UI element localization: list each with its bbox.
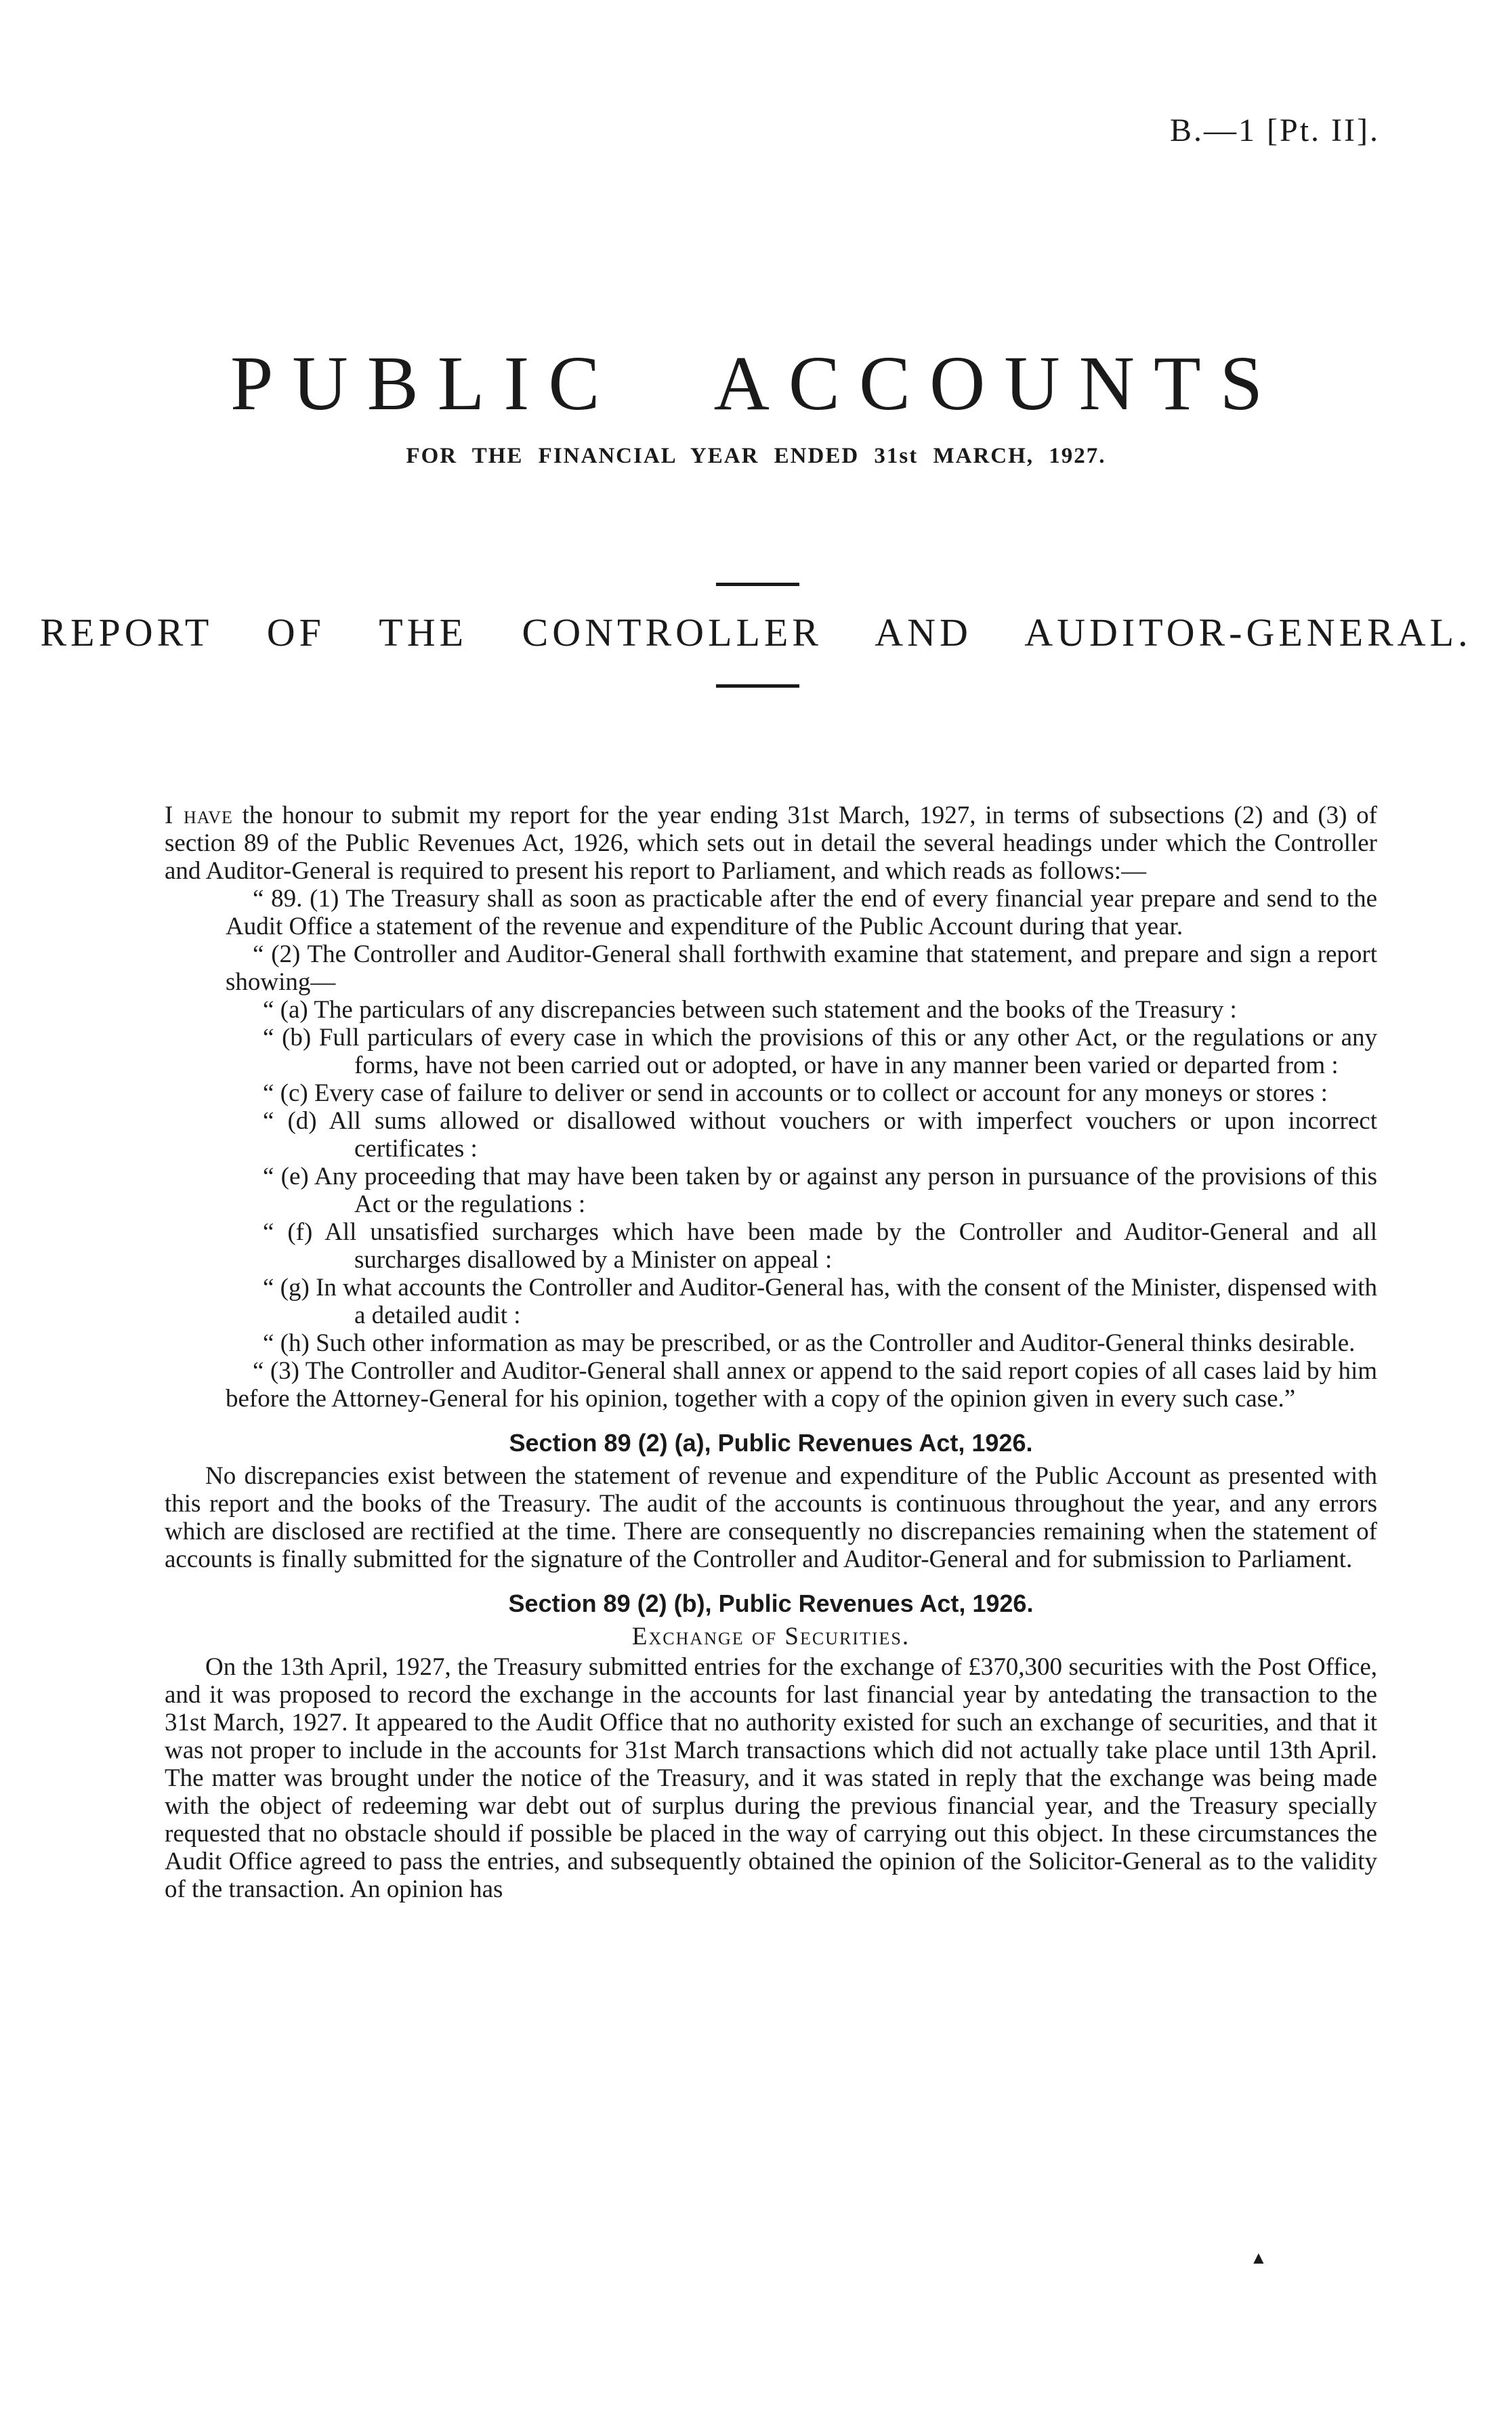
quote-clause-h: “ (h) Such other information as may be prescribed, or as the Controller and Auditor-General thinks desirable. — [263, 1329, 1356, 1357]
quote-89-3: “ (3) The Controller and Auditor-General shall annex or append to the said report copies of all cases laid by him before the Attorney-General for his opinion, together with a copy of the opinion given in every such case.” — [226, 1357, 1377, 1413]
quote-89-1: “ 89. (1) The Treasury shall as soon as practicable after the end of every financial year prepare and send to the Audit Office a statement of the revenue and expenditure of the Public Account during that year. — [226, 885, 1377, 940]
intro-text: the honour to submit my report for the year ending 31st March, 1927, in terms of subsections (2) and (3) of section 89 of the Public Revenues Act, 1926, which sets out in detail the several headings under which the Controller and Auditor-General is required to present his report to Parliament, and which reads as follows:— — [165, 802, 1377, 885]
subtitle: FOR THE FINANCIAL YEAR ENDED 31st MARCH, 1927. — [406, 444, 1106, 468]
quote-clause-a: “ (a) The particulars of any discrepancies between such statement and the books of the Treasury : — [263, 996, 1237, 1024]
divider-rule-bottom — [716, 684, 799, 688]
quote-89-2: “ (2) The Controller and Auditor-General shall forthwith examine that statement, and prepare and sign a report showing— — [226, 940, 1377, 996]
main-title: PUBLIC ACCOUNTS — [230, 340, 1282, 426]
section-a-paragraph: No discrepancies exist between the statement of revenue and expenditure of the Public Account as presented with this report and the books of the Treasury. The audit of the accounts is continuous throughout the year, and any errors which are disclosed are rectified at the time. There are consequently no discrepancies remaining when the statement of accounts is finally submitted for the signature of the Controller and Auditor-General and for submission to Parliament. — [165, 1462, 1377, 1573]
report-title: REPORT OF THE CONTROLLER AND AUDITOR-GENERAL. — [40, 610, 1472, 654]
quote-clause-c: “ (c) Every case of failure to deliver or send in accounts or to collect or account for any moneys or stores : — [263, 1079, 1328, 1107]
divider-rule-top — [716, 583, 799, 586]
page-continuation-mark: ▲ — [1250, 2248, 1267, 2268]
document-reference: B.—1 [Pt. II]. — [1170, 112, 1380, 148]
section-b-paragraph: On the 13th April, 1927, the Treasury submitted entries for the exchange of £370,300 securities with the Post Office, and it was proposed to record the exchange in the accounts for last financial year by antedating the transaction to the 31st March, 1927. It appeared to the Audit Office that no authority existed for such an exchange of securities, and that it was not proper to include in the accounts for 31st March transactions which did not actually take place until 13th April. The matter was brought under the notice of the Treasury, and it was stated in reply that the exchange was being made with the object of redeeming war debt out of surplus during the previous financial year, and the Treasury specially requested that no obstacle should if possible be placed in the way of carrying out this object. In these circumstances the Audit Office agreed to pass the entries, and subsequently obtained the opinion of the Solicitor-General as to the validity of the transaction. An opinion has — [165, 1653, 1377, 1903]
quote-clause-b: “ (b) Full particulars of every case in which the provisions of this or any other Act, or the regulations or any forms, have not been carried out or adopted, or have in any manner been varied or departed from : — [263, 1024, 1377, 1079]
section-b-subheading: Exchange of Securities. — [631, 1623, 910, 1650]
intro-paragraph — [165, 802, 1377, 885]
intro-lead-word: I have — [165, 802, 233, 829]
section-b-heading: Section 89 (2) (b), Public Revenues Act, 1926. — [508, 1589, 1034, 1617]
quote-clause-e: “ (e) Any proceeding that may have been taken by or against any person in pursuance of the provisions of this Act or the regulations : — [263, 1163, 1377, 1218]
quote-clause-f: “ (f) All unsatisfied surcharges which have been made by the Controller and Auditor-General and all surcharges disallowed by a Minister on appeal : — [263, 1218, 1377, 1274]
report-body — [165, 802, 1377, 1903]
quote-clause-d: “ (d) All sums allowed or disallowed without vouchers or with imperfect vouchers or upon incorrect certificates : — [263, 1107, 1377, 1163]
quote-clause-g: “ (g) In what accounts the Controller and Auditor-General has, with the consent of the Minister, dispensed with a detailed audit : — [263, 1274, 1377, 1329]
section-a-heading: Section 89 (2) (a), Public Revenues Act, 1926. — [509, 1429, 1033, 1457]
